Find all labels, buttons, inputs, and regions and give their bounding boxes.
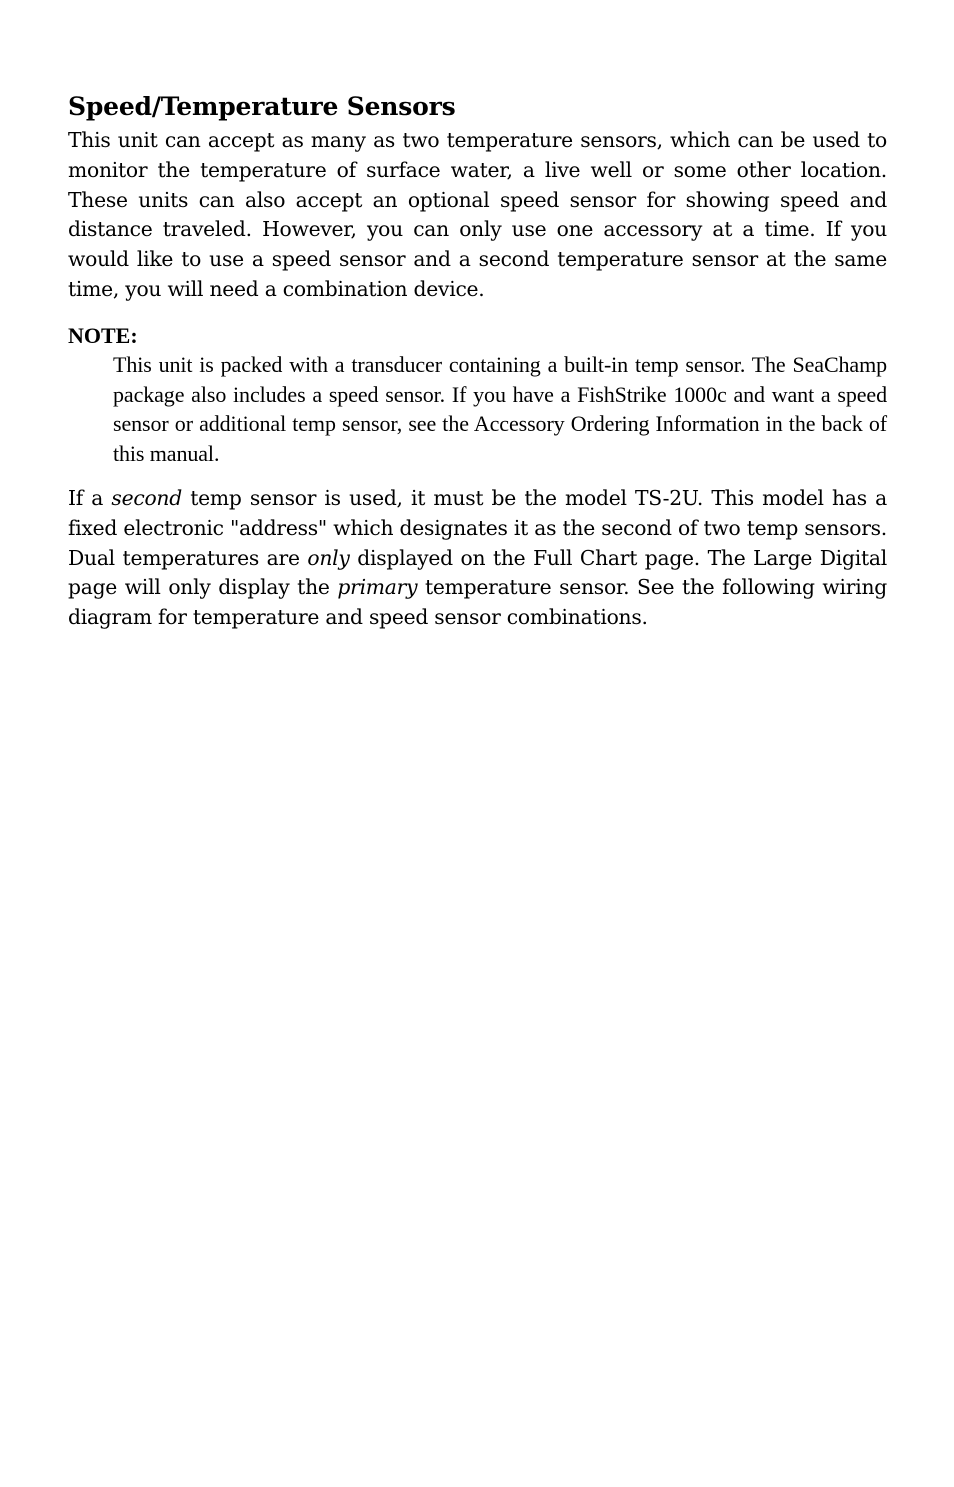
emphasis-second: second: [111, 485, 182, 510]
paragraph-text-part: temperature sensor. See the following wiring diagram for temperature and speed sensor combinations.: [68, 575, 887, 630]
paragraph-text-part: displayed on the Full Chart page. The Large Digital page will only display the: [68, 545, 887, 600]
note-text: This unit is packed with a transducer containing a built-in temp sensor. The SeaChamp package also includes a speed sensor. If you have a FishStrike 1000c and want a speed sensor or additional temp sensor, see the Accessory Ordering Information in the back of this manual.: [113, 351, 887, 467]
section-heading: Speed/Temperature Sensors: [68, 92, 456, 121]
second-sensor-paragraph: [68, 484, 887, 633]
manual-page: [68, 90, 887, 633]
emphasis-primary: primary: [337, 575, 418, 600]
intro-paragraph: This unit can accept as many as two temperature sensors, which can be used to monitor the temperature of surface water, a live well or some other location. These units can also accept an optional speed sensor for showing speed and distance traveled. However, you can only use one accessory at a time. If you would like to use a speed sensor and a second temperature sensor at the same time, you will need a combination device.: [68, 128, 887, 301]
note-label: NOTE:: [68, 322, 138, 348]
paragraph-text-part: If a: [68, 485, 112, 510]
paragraph-text-part: temp sensor is used, it must be the model TS-2U. This model has a fixed electronic "address" which designates it as the second of two temp sensors. Dual temperatures are: [68, 485, 887, 570]
emphasis-only: only: [307, 545, 350, 570]
